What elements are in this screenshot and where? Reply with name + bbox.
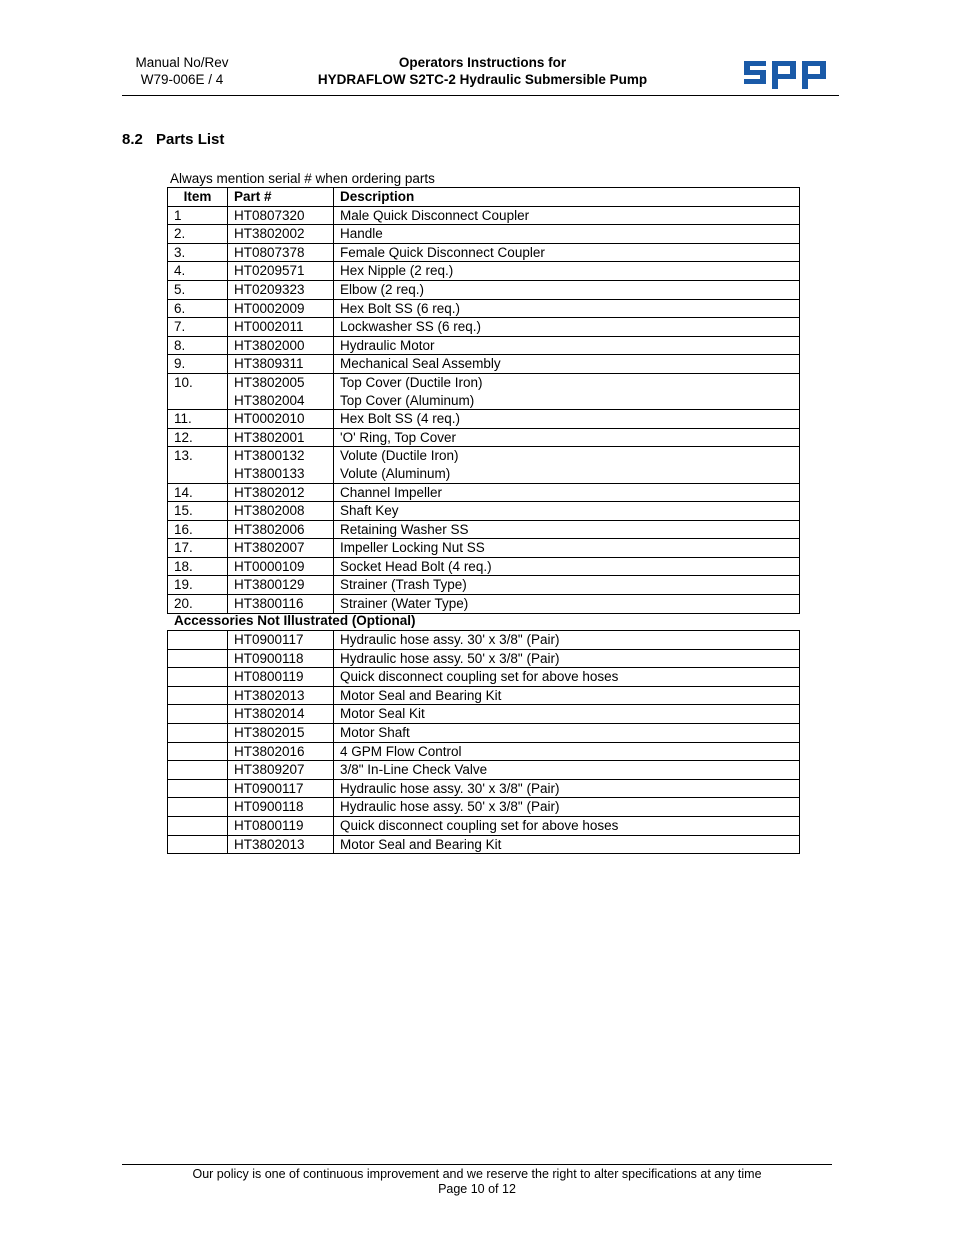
- description-cell: [334, 262, 800, 281]
- item-number: [168, 631, 228, 650]
- description-cell: [334, 483, 800, 502]
- part-description: Female Quick Disconnect Coupler: [340, 244, 545, 260]
- part-description: Motor Seal and Bearing Kit: [334, 686, 800, 705]
- part-description: Hex Bolt SS (4 req.): [340, 411, 461, 427]
- item-number: [168, 761, 228, 780]
- part-number-cell: [228, 280, 334, 299]
- part-description: Volute (Aluminum): [340, 465, 451, 481]
- item-number: 15.: [168, 502, 228, 521]
- title-line-1: Operators Instructions for: [398, 55, 567, 70]
- part-number: HT3802005: [234, 374, 305, 390]
- item-number: 16.: [168, 520, 228, 539]
- part-number: HT3802015: [228, 723, 334, 742]
- table-row: [168, 280, 800, 299]
- part-number: HT3802013: [228, 835, 334, 854]
- part-number: HT3802014: [228, 705, 334, 724]
- part-number-cell: [228, 336, 334, 355]
- parts-table: [167, 187, 800, 614]
- item-number: 20.: [168, 595, 228, 614]
- part-number-cell: [228, 447, 334, 483]
- part-number-cell: [228, 225, 334, 244]
- document-title: [280, 54, 685, 88]
- part-description: Elbow (2 req.): [340, 281, 425, 297]
- part-number-cell: [228, 502, 334, 521]
- item-number: 12.: [168, 428, 228, 447]
- table-row: [168, 742, 800, 761]
- part-number: HT3800132: [234, 448, 305, 464]
- table-row: [168, 225, 800, 244]
- footer-policy: Our policy is one of continuous improvement and we reserve the right to alter specifications at any time: [192, 1167, 762, 1181]
- part-number: HT0800119: [228, 816, 334, 835]
- table-row: [168, 243, 800, 262]
- part-number-cell: [228, 262, 334, 281]
- item-number: 6.: [168, 299, 228, 318]
- part-number: HT3802013: [228, 686, 334, 705]
- part-number: HT0807320: [234, 207, 305, 223]
- table-row: [168, 318, 800, 337]
- item-number: [168, 705, 228, 724]
- accessories-table: [167, 630, 800, 854]
- part-number-cell: [228, 520, 334, 539]
- description-cell: [334, 428, 800, 447]
- part-description: Hydraulic hose assy. 50' x 3/8" (Pair): [334, 798, 800, 817]
- column-header-description: Description: [334, 188, 800, 207]
- table-row: [168, 668, 800, 687]
- item-number: [168, 723, 228, 742]
- parts-table-header: [168, 188, 800, 207]
- item-number: 5.: [168, 280, 228, 299]
- table-row: [168, 262, 800, 281]
- column-header-part: Part #: [228, 188, 334, 207]
- table-row: [168, 816, 800, 835]
- description-cell: [334, 539, 800, 558]
- part-number: HT0209323: [234, 281, 305, 297]
- part-description: Motor Shaft: [334, 723, 800, 742]
- part-number-cell: [228, 557, 334, 576]
- table-row: [168, 798, 800, 817]
- description-cell: [334, 299, 800, 318]
- part-number: HT3802016: [228, 742, 334, 761]
- table-row: [168, 723, 800, 742]
- part-number: HT3802006: [234, 521, 305, 537]
- part-description: Impeller Locking Nut SS: [340, 540, 485, 556]
- part-number-cell: [228, 576, 334, 595]
- description-cell: [334, 576, 800, 595]
- table-row: [168, 539, 800, 558]
- item-number: [168, 668, 228, 687]
- table-row: [168, 779, 800, 798]
- part-description: Shaft Key: [340, 503, 399, 519]
- table-row: [168, 520, 800, 539]
- table-row: [168, 576, 800, 595]
- item-number: 19.: [168, 576, 228, 595]
- page-number: Page 10 of 12: [438, 1182, 516, 1196]
- part-description: Hex Nipple (2 req.): [340, 263, 454, 279]
- section-number: 8.2: [122, 131, 143, 148]
- part-number-cell: [228, 483, 334, 502]
- part-description: Hydraulic hose assy. 50' x 3/8" (Pair): [334, 649, 800, 668]
- part-description: Quick disconnect coupling set for above hoses: [334, 816, 800, 835]
- part-number: HT0209571: [234, 263, 305, 279]
- part-number: HT3802004: [234, 392, 305, 408]
- description-cell: [334, 355, 800, 374]
- part-number: HT0002010: [234, 411, 305, 427]
- table-row: [168, 447, 800, 483]
- accessories-title: Accessories Not Illustrated (Optional): [174, 613, 416, 628]
- part-number: HT0900117: [228, 779, 334, 798]
- part-description: Strainer (Trash Type): [340, 577, 467, 593]
- description-cell: [334, 447, 800, 483]
- part-number-cell: [228, 299, 334, 318]
- table-row: [168, 502, 800, 521]
- spp-logo: [742, 57, 828, 90]
- part-number: HT3802008: [234, 503, 305, 519]
- part-description: Motor Seal Kit: [334, 705, 800, 724]
- table-row: [168, 373, 800, 409]
- part-description: 3/8" In-Line Check Valve: [334, 761, 800, 780]
- part-description: Lockwasher SS (6 req.): [340, 319, 482, 335]
- part-description: Volute (Ductile Iron): [340, 448, 459, 464]
- table-row: [168, 835, 800, 854]
- part-number: HT3800129: [234, 577, 305, 593]
- manual-label: Manual No/Rev: [135, 55, 229, 70]
- part-description: 4 GPM Flow Control: [334, 742, 800, 761]
- part-description: Hydraulic Motor: [340, 337, 435, 353]
- item-number: [168, 816, 228, 835]
- part-number-cell: [228, 595, 334, 614]
- description-cell: [334, 243, 800, 262]
- part-number: HT3802000: [234, 337, 305, 353]
- part-description: Male Quick Disconnect Coupler: [340, 207, 530, 223]
- item-number: 1: [168, 206, 228, 225]
- part-number: HT3802007: [234, 540, 305, 556]
- part-description: Retaining Washer SS: [340, 521, 469, 537]
- part-number: HT3802002: [234, 226, 305, 242]
- description-cell: [334, 280, 800, 299]
- item-number: [168, 798, 228, 817]
- description-cell: [334, 502, 800, 521]
- item-number: 17.: [168, 539, 228, 558]
- item-number: 9.: [168, 355, 228, 374]
- part-number: HT3800116: [234, 596, 304, 612]
- table-row: [168, 705, 800, 724]
- item-number: 18.: [168, 557, 228, 576]
- item-number: 10.: [168, 373, 228, 409]
- part-number: HT0900117: [228, 631, 334, 650]
- part-number-cell: [228, 428, 334, 447]
- part-description: Mechanical Seal Assembly: [340, 356, 501, 372]
- part-number: HT0000109: [234, 558, 305, 574]
- part-description: 'O' Ring, Top Cover: [340, 429, 456, 445]
- column-header-item: Item: [168, 188, 228, 207]
- table-row: [168, 299, 800, 318]
- part-number-cell: [228, 206, 334, 225]
- item-number: 8.: [168, 336, 228, 355]
- part-number: HT0800119: [228, 668, 334, 687]
- part-number-cell: [228, 539, 334, 558]
- manual-number: W79-006E / 4: [140, 72, 224, 87]
- part-description: Strainer (Water Type): [340, 596, 469, 612]
- table-row: [168, 649, 800, 668]
- item-number: [168, 742, 228, 761]
- part-number-cell: [228, 410, 334, 429]
- description-cell: [334, 225, 800, 244]
- part-description: Hydraulic hose assy. 30' x 3/8" (Pair): [334, 631, 800, 650]
- table-row: [168, 686, 800, 705]
- description-cell: [334, 373, 800, 409]
- table-row: [168, 557, 800, 576]
- description-cell: [334, 520, 800, 539]
- part-description: Top Cover (Aluminum): [340, 392, 475, 408]
- part-description: Top Cover (Ductile Iron): [340, 374, 483, 390]
- part-description: Channel Impeller: [340, 484, 443, 500]
- item-number: [168, 686, 228, 705]
- item-number: 7.: [168, 318, 228, 337]
- part-number: HT3809207: [228, 761, 334, 780]
- footer-divider: [122, 1164, 832, 1165]
- item-number: 4.: [168, 262, 228, 281]
- part-number: HT0002011: [234, 319, 304, 335]
- footer: [122, 1167, 832, 1197]
- part-description: Handle: [340, 226, 383, 242]
- part-number-cell: [228, 355, 334, 374]
- part-number: HT3802012: [234, 484, 305, 500]
- item-number: [168, 649, 228, 668]
- table-row: [168, 410, 800, 429]
- description-cell: [334, 336, 800, 355]
- section-title: Parts List: [156, 131, 225, 148]
- table-row: [168, 595, 800, 614]
- table-row: [168, 761, 800, 780]
- ordering-note: Always mention serial # when ordering parts: [170, 171, 435, 186]
- section-heading: [122, 131, 224, 148]
- part-number-cell: [228, 318, 334, 337]
- item-number: 14.: [168, 483, 228, 502]
- description-cell: [334, 410, 800, 429]
- manual-info: [122, 54, 242, 88]
- description-cell: [334, 206, 800, 225]
- item-number: 13.: [168, 447, 228, 483]
- table-row: [168, 428, 800, 447]
- title-line-2: HYDRAFLOW S2TC-2 Hydraulic Submersible Pump: [317, 72, 648, 87]
- part-number: HT0900118: [228, 649, 334, 668]
- part-description: Hex Bolt SS (6 req.): [340, 300, 461, 316]
- item-number: [168, 835, 228, 854]
- table-row: [168, 483, 800, 502]
- part-number-cell: [228, 373, 334, 409]
- part-description: Motor Seal and Bearing Kit: [334, 835, 800, 854]
- item-number: 2.: [168, 225, 228, 244]
- part-description: Quick disconnect coupling set for above hoses: [334, 668, 800, 687]
- table-row: [168, 631, 800, 650]
- header-divider: [122, 95, 839, 96]
- description-cell: [334, 318, 800, 337]
- item-number: 3.: [168, 243, 228, 262]
- part-number: HT0807378: [234, 244, 305, 260]
- part-number: HT3802001: [234, 429, 305, 445]
- part-number: HT3800133: [234, 465, 305, 481]
- table-row: [168, 336, 800, 355]
- part-number: HT3809311: [234, 356, 304, 372]
- part-number-cell: [228, 243, 334, 262]
- description-cell: [334, 595, 800, 614]
- part-description: Socket Head Bolt (4 req.): [340, 558, 492, 574]
- part-number: HT0002009: [234, 300, 305, 316]
- item-number: [168, 779, 228, 798]
- description-cell: [334, 557, 800, 576]
- table-row: [168, 206, 800, 225]
- part-description: Hydraulic hose assy. 30' x 3/8" (Pair): [334, 779, 800, 798]
- part-number: HT0900118: [228, 798, 334, 817]
- item-number: 11.: [168, 410, 228, 429]
- table-row: [168, 355, 800, 374]
